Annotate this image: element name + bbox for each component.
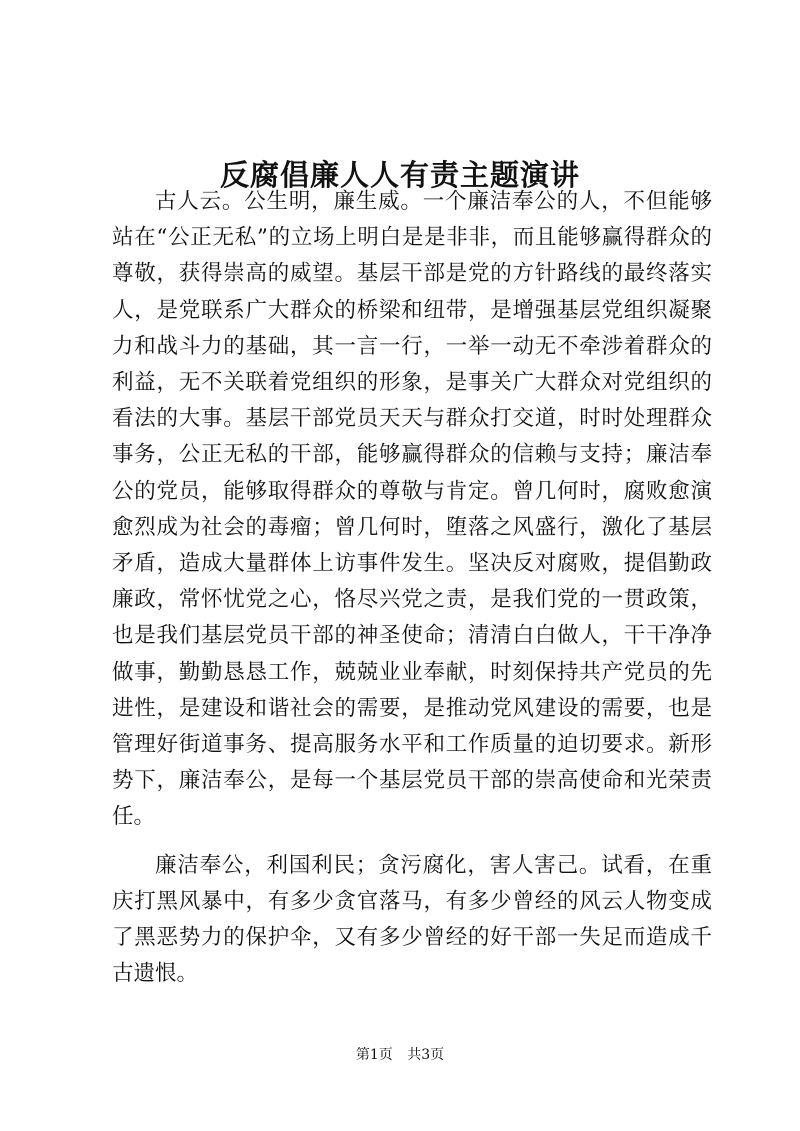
page-footer bbox=[0, 1045, 800, 1065]
page-number-total: 共3页 bbox=[407, 1047, 445, 1063]
paragraph-1: 古人云。公生明，廉生威。一个廉洁奉公的人，不但能够站在“公正无私”的立场上明白是是非非，而且能够赢得群众的尊敬，获得崇高的威望。基层干部是党的方针路线的最终落实人，是党联系广大群众的桥梁和纽带，是增强基层党组织凝聚力和战斗力的基础，其一言一行，一举一动无不牵涉着群众的利益，无不关联着党组织的形象，是事关广大群众对党组织的看法的大事。基层干部党员天天与群众打交道，时时处理群众事务，公正无私的干部，能够赢得群众的信赖与支持；廉洁奉公的党员，能够取得群众的尊敬与肯定。曾几何时，腐败愈演愈烈成为社会的毒瘤；曾几何时，堕落之风盛行，激化了基层矛盾，造成大量群体上访事件发生。坚决反对腐败，提倡勤政廉政，常怀忧党之心，恪尽兴党之责，是我们党的一贯政策，也是我们基层党员干部的神圣使命；清清白白做人，干干净净做事，勤勤恳恳工作，兢兢业业奉献，时刻保持共产党员的先进性，是建设和谐社会的需要，是推动党风建设的需要，也是管理好街道事务、提高服务水平和工作质量的迫切要求。新形势下，廉洁奉公，是每一个基层党员干部的崇高使命和光荣责任。 bbox=[112, 189, 712, 830]
page-number-current: 第1页 bbox=[355, 1047, 393, 1063]
paragraph-2: 廉洁奉公，利国利民；贪污腐化，害人害己。试看，在重庆打黑风暴中，有多少贪官落马，有多少曾经的风云人物变成了黑恶势力的保护伞，又有多少曾经的好干部一失足而造成千古遗恨。 bbox=[112, 852, 712, 987]
document-body bbox=[112, 184, 712, 992]
document-title: 反腐倡廉人人有责主题演讲 bbox=[219, 158, 580, 193]
